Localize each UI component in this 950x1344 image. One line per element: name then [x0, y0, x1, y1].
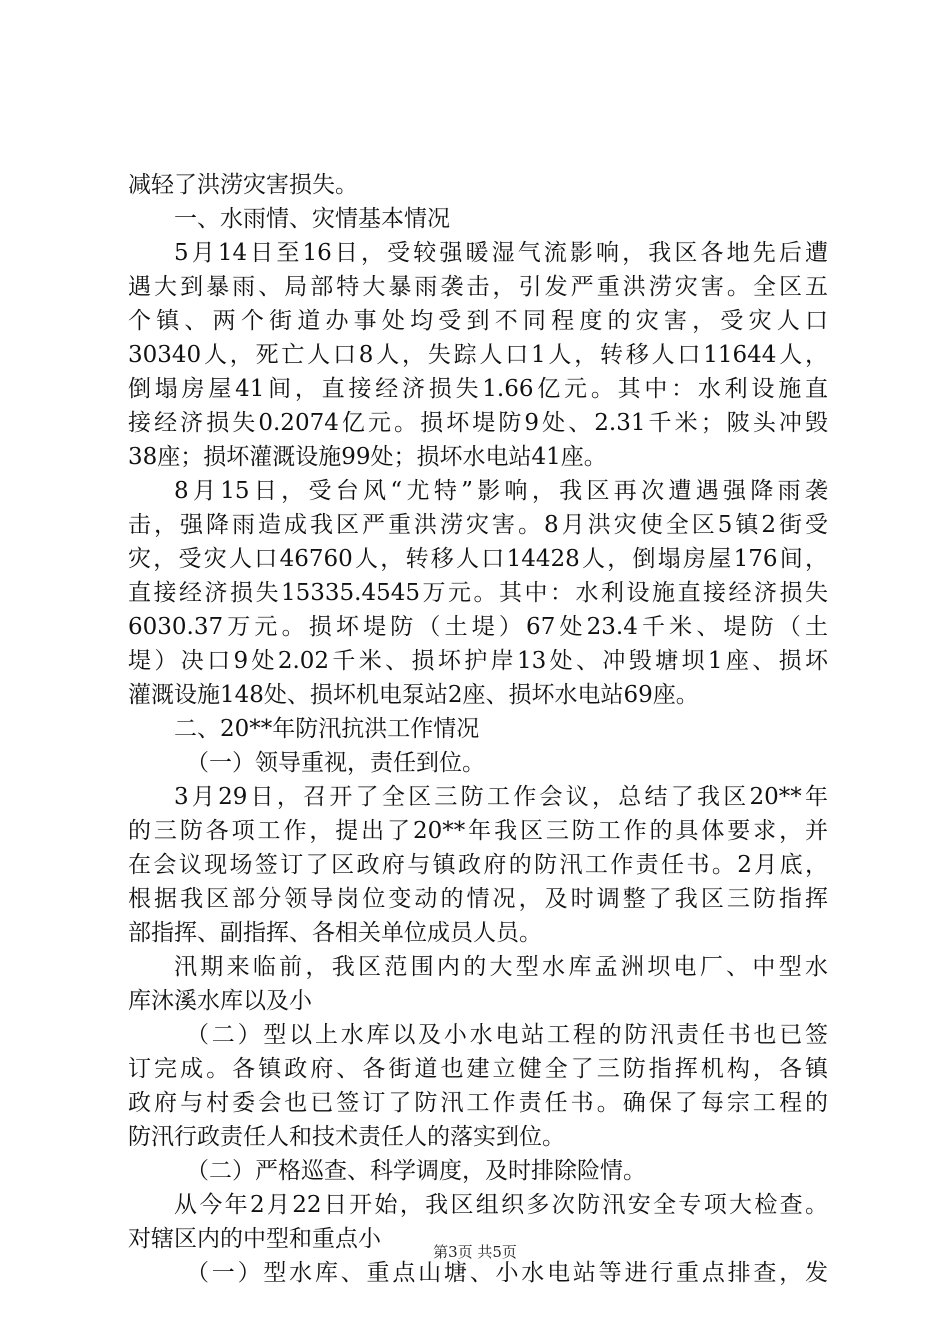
- page-number: 第3页 共5页: [433, 1243, 517, 1261]
- text-line: 5月14日至16日，受较强暖湿气流影响，我区各地先后遭: [174, 240, 828, 266]
- text-line: 8月15日，受台风“尤特”影响，我区再次遭遇强降雨袭: [174, 478, 828, 504]
- text-line: 政府与村委会也已签订了防汛工作责任书。确保了每宗工程的: [128, 1090, 828, 1116]
- text-line: 灾，受灾人口46760人，转移人口14428人，倒塌房屋176间，: [128, 546, 828, 572]
- text-line: 3月29日，召开了全区三防工作会议，总结了我区20**年: [174, 784, 828, 810]
- text-line: 从今年2月22日开始，我区组织多次防汛安全专项大检查。: [174, 1192, 828, 1218]
- text-line: 堤）决口9处2.02千米、损坏护岸13处、冲毁塘坝1座、损坏: [128, 648, 828, 674]
- text-line: 在会议现场签订了区政府与镇政府的防汛工作责任书。2月底，: [128, 852, 828, 878]
- text-line: 订完成。各镇政府、各街道也建立健全了三防指挥机构，各镇: [128, 1056, 828, 1082]
- text-line: 汛期来临前，我区范围内的大型水库孟洲坝电厂、中型水: [174, 954, 828, 980]
- section-heading: 二、20**年防汛抗洪工作情况: [174, 716, 480, 742]
- subsection-heading: （一）领导重视，责任到位。: [186, 750, 485, 776]
- text-line: 灌溉设施148处、损坏机电泵站2座、损坏水电站69座。: [128, 682, 699, 708]
- section-heading: 一、水雨情、灾情基本情况: [174, 206, 450, 232]
- text-line: 防汛行政责任人和技术责任人的落实到位。: [128, 1124, 565, 1150]
- text-line: 对辖区内的中型和重点小: [128, 1226, 381, 1252]
- text-line: 部指挥、副指挥、各相关单位成员人员。: [128, 920, 542, 946]
- text-line: 倒塌房屋41间，直接经济损失1.66亿元。其中：水利设施直: [128, 376, 828, 402]
- text-line: 减轻了洪涝灾害损失。: [128, 172, 358, 198]
- text-line: （二）型以上水库以及小水电站工程的防汛责任书也已签: [186, 1022, 828, 1048]
- text-line: 的三防各项工作，提出了20**年我区三防工作的具体要求，并: [128, 818, 828, 844]
- text-line: 6030.37万元。损坏堤防（土堤）67处23.4千米、堤防（土: [128, 614, 828, 640]
- text-line: 遇大到暴雨、局部特大暴雨袭击，引发严重洪涝灾害。全区五: [128, 274, 828, 300]
- text-line: 击，强降雨造成我区严重洪涝灾害。8月洪灾使全区5镇2街受: [128, 512, 828, 538]
- text-line: 根据我区部分领导岗位变动的情况，及时调整了我区三防指挥: [128, 886, 828, 912]
- text-line: 30340人，死亡人口8人，失踪人口1人，转移人口11644人，: [128, 342, 828, 368]
- subsection-heading: （二）严格巡查、科学调度，及时排除险情。: [186, 1158, 646, 1184]
- text-line: 库沐溪水库以及小: [128, 988, 312, 1014]
- text-line: （一）型水库、重点山塘、小水电站等进行重点排查，发: [186, 1260, 828, 1286]
- text-line: 个镇、两个街道办事处均受到不同程度的灾害，受灾人口: [128, 308, 828, 334]
- text-line: 直接经济损失15335.4545万元。其中：水利设施直接经济损失: [128, 580, 828, 606]
- text-line: 接经济损失0.2074亿元。损坏堤防9处、2.31千米；陂头冲毁: [128, 410, 828, 436]
- text-line: 38座；损坏灌溉设施99处；损坏水电站41座。: [128, 444, 607, 470]
